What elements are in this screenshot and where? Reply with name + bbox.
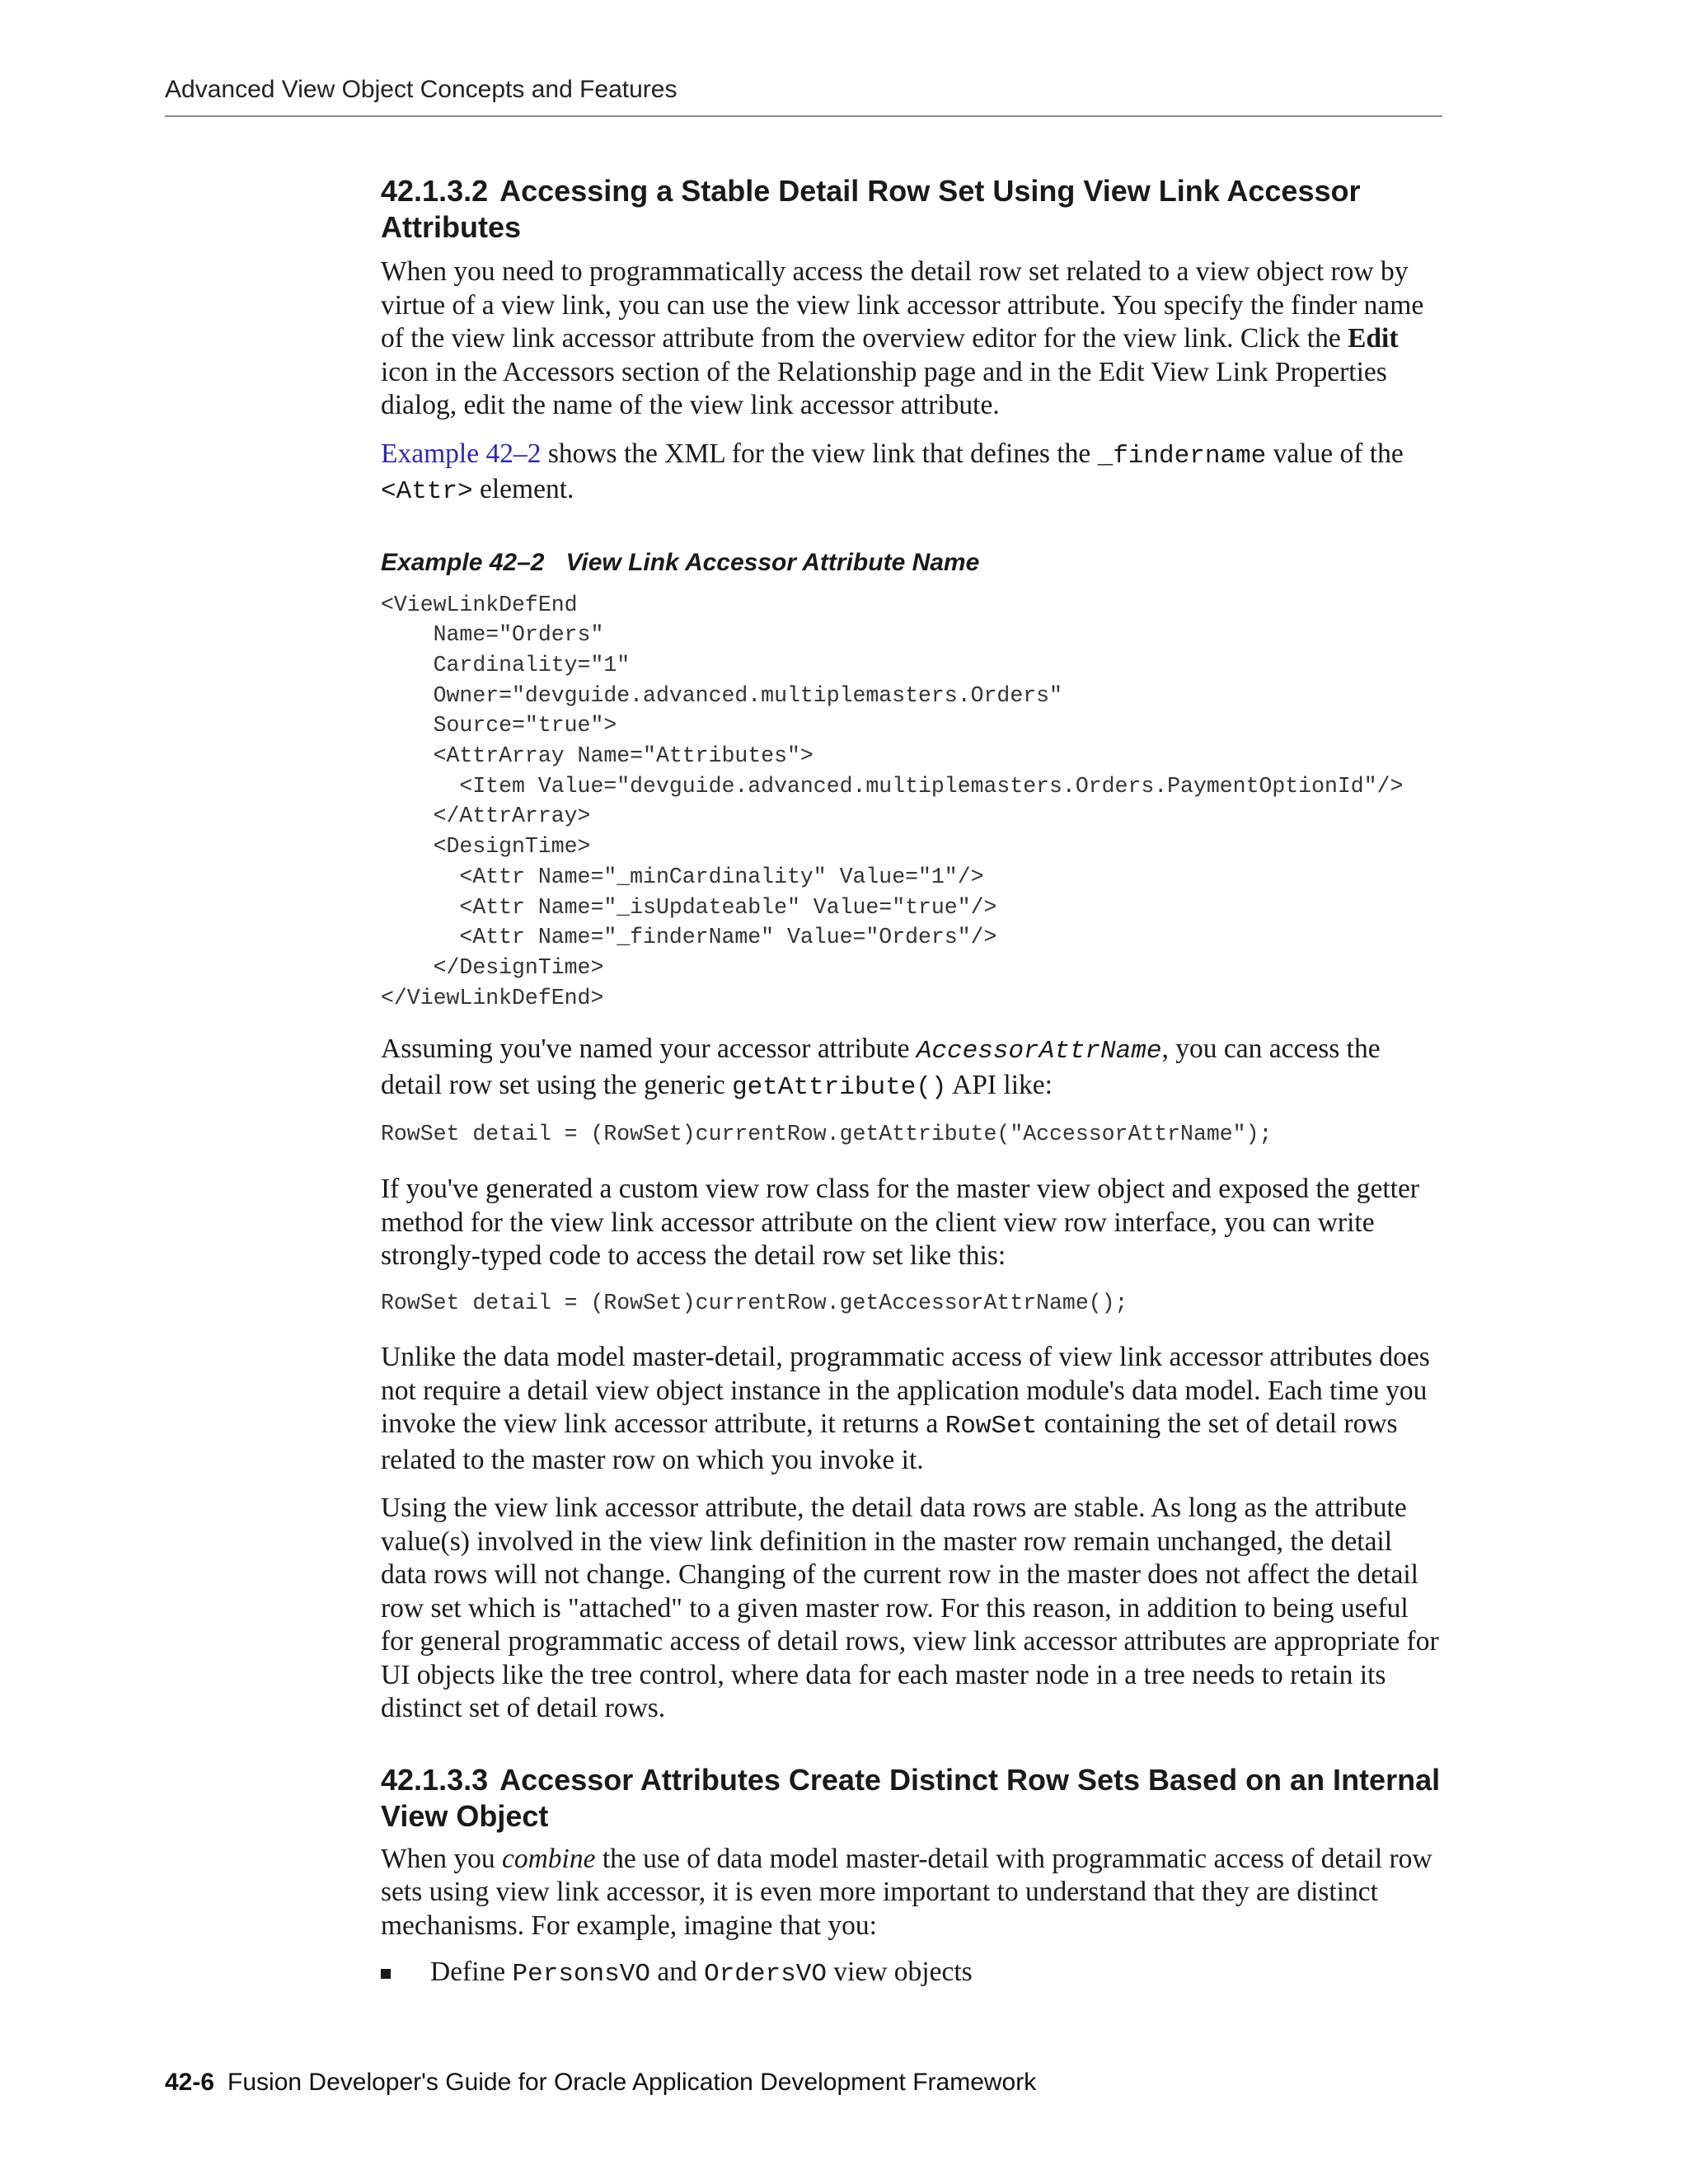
code-block bbox=[381, 590, 1444, 1014]
code-line: Cardinality="1" bbox=[381, 652, 631, 677]
section-number: 42.1.3.3 bbox=[381, 1762, 489, 1797]
section-title: Accessing a Stable Detail Row Set Using View Link Accessor Attributes bbox=[381, 174, 1361, 244]
page-content bbox=[381, 173, 1444, 1992]
example-link[interactable]: Example 42–2 bbox=[381, 438, 542, 469]
paragraph bbox=[381, 1033, 1444, 1104]
page-footer bbox=[165, 2069, 1036, 2097]
text: element. bbox=[472, 474, 574, 504]
text: , you can access the detail row set using the generic bbox=[381, 1033, 1381, 1100]
example-title bbox=[381, 549, 1444, 577]
text: value of the bbox=[1266, 438, 1404, 469]
code-line: </AttrArray> bbox=[381, 804, 591, 829]
section-heading-42-1-3-3 bbox=[381, 1762, 1444, 1835]
paragraph bbox=[381, 255, 1444, 423]
code-line: </ViewLinkDefEnd> bbox=[381, 985, 604, 1010]
inline-code: RowSet bbox=[945, 1412, 1038, 1441]
running-header: Advanced View Object Concepts and Features bbox=[165, 76, 678, 103]
text: shows the XML for the view link that defines the bbox=[541, 438, 1098, 469]
inline-code: _findername bbox=[1097, 441, 1267, 471]
header-rule bbox=[165, 115, 1442, 117]
code-line: <AttrArray Name="Attributes"> bbox=[381, 743, 814, 769]
code-snippet: RowSet detail = (RowSet)currentRow.getAttribute("AccessorAttrName"); bbox=[381, 1122, 1273, 1147]
code-line: <ViewLinkDefEnd bbox=[381, 592, 578, 617]
inline-code: OrdersVO bbox=[704, 1960, 827, 1990]
inline-code: PersonsVO bbox=[512, 1960, 650, 1990]
code-line: <Attr Name="_finderName" Value="Orders"/> bbox=[381, 925, 997, 950]
book-title: Fusion Developer's Guide for Oracle Application Development Framework bbox=[227, 2069, 1037, 2096]
text: Assuming you've named your accessor attribute bbox=[381, 1033, 917, 1065]
bold-text: Edit bbox=[1348, 323, 1399, 354]
section-title: Accessor Attributes Create Distinct Row Sets Based on an Internal View Object bbox=[381, 1762, 1441, 1833]
text: the use of data model master-detail with programmatic access of detail row sets using view link accessor, it is even more important to understand that they are distinct mechanisms. For example, imagine that you: bbox=[381, 1843, 1432, 1941]
text: Unlike the data model master-detail, programmatic access of view link accessor attributes does not require a detail view object instance in the application module's data model. Each time you invoke the view link accessor attribute, it returns a bbox=[381, 1342, 1430, 1440]
section-heading-42-1-3-2 bbox=[381, 173, 1444, 246]
text: Define bbox=[430, 1957, 513, 1988]
bullet-icon bbox=[381, 1969, 391, 1979]
paragraph bbox=[381, 438, 1444, 509]
text: When you bbox=[381, 1843, 502, 1874]
text: icon in the Accessors section of the Relationship page and in the Edit View Link Properties dialog, edit the name of the view link accessor attribute. bbox=[381, 356, 1387, 420]
paragraph bbox=[381, 1843, 1444, 1943]
code-line: Owner="devguide.advanced.multiplemasters.Orders" bbox=[381, 682, 1062, 708]
example-caption: View Link Accessor Attribute Name bbox=[565, 548, 980, 576]
section-number: 42.1.3.2 bbox=[381, 174, 489, 208]
page-number: 42-6 bbox=[165, 2069, 215, 2096]
code-line: <Item Value="devguide.advanced.multiplemasters.Orders.PaymentOptionId"/> bbox=[381, 773, 1404, 799]
inline-code: <Attr> bbox=[381, 477, 473, 506]
code-line: <DesignTime> bbox=[381, 834, 591, 860]
text: When you need to programmatically access the detail row set related to a view object row by virtue of a view link, you can use the view link accessor attribute. You specify the finder name of the view link accessor attribute from the overview editor for the view link. Click the bbox=[381, 256, 1424, 354]
paragraph bbox=[381, 1341, 1444, 1477]
example-label: Example 42–2 bbox=[381, 548, 545, 576]
code-snippet: RowSet detail = (RowSet)currentRow.getAccessorAttrName(); bbox=[381, 1290, 1128, 1315]
inline-code: getAttribute() bbox=[732, 1072, 947, 1102]
code-line: </DesignTime> bbox=[381, 954, 604, 980]
text: containing the set of detail rows related to the master row on which you invoke it. bbox=[381, 1408, 1398, 1475]
code-line: <Attr Name="_minCardinality" Value="1"/> bbox=[381, 864, 984, 889]
code-line: <Attr Name="_isUpdateable" Value="true"/> bbox=[381, 894, 997, 920]
code-line: Source="true"> bbox=[381, 713, 617, 738]
list-item bbox=[381, 1956, 1444, 1992]
text: view objects bbox=[826, 1957, 973, 1988]
paragraph: If you've generated a custom view row class for the master view object and exposed the getter method for the view link accessor attribute on the client view row interface, you can write strongly-typed code to access the detail row set like this: bbox=[381, 1174, 1419, 1272]
text: API like: bbox=[946, 1069, 1053, 1100]
inline-code: AccessorAttrName bbox=[916, 1037, 1162, 1066]
code-line: Name="Orders" bbox=[381, 622, 604, 648]
emphasis-text: combine bbox=[502, 1843, 596, 1874]
paragraph: Using the view link accessor attribute, the detail data rows are stable. As long as the attribute value(s) involved in the view link definition in the master row remain unchanged, the detail data rows will not change. Changing of the current row in the master does not affect the detail row set which is "attached" to a given master row. For this reason, in addition to being useful for general programmatic access of detail rows, view link accessor attributes are appropriate for UI objects like the tree control, where data for each master node in a tree needs to retain its distinct set of detail rows. bbox=[381, 1493, 1439, 1724]
text: and bbox=[649, 1957, 705, 1988]
